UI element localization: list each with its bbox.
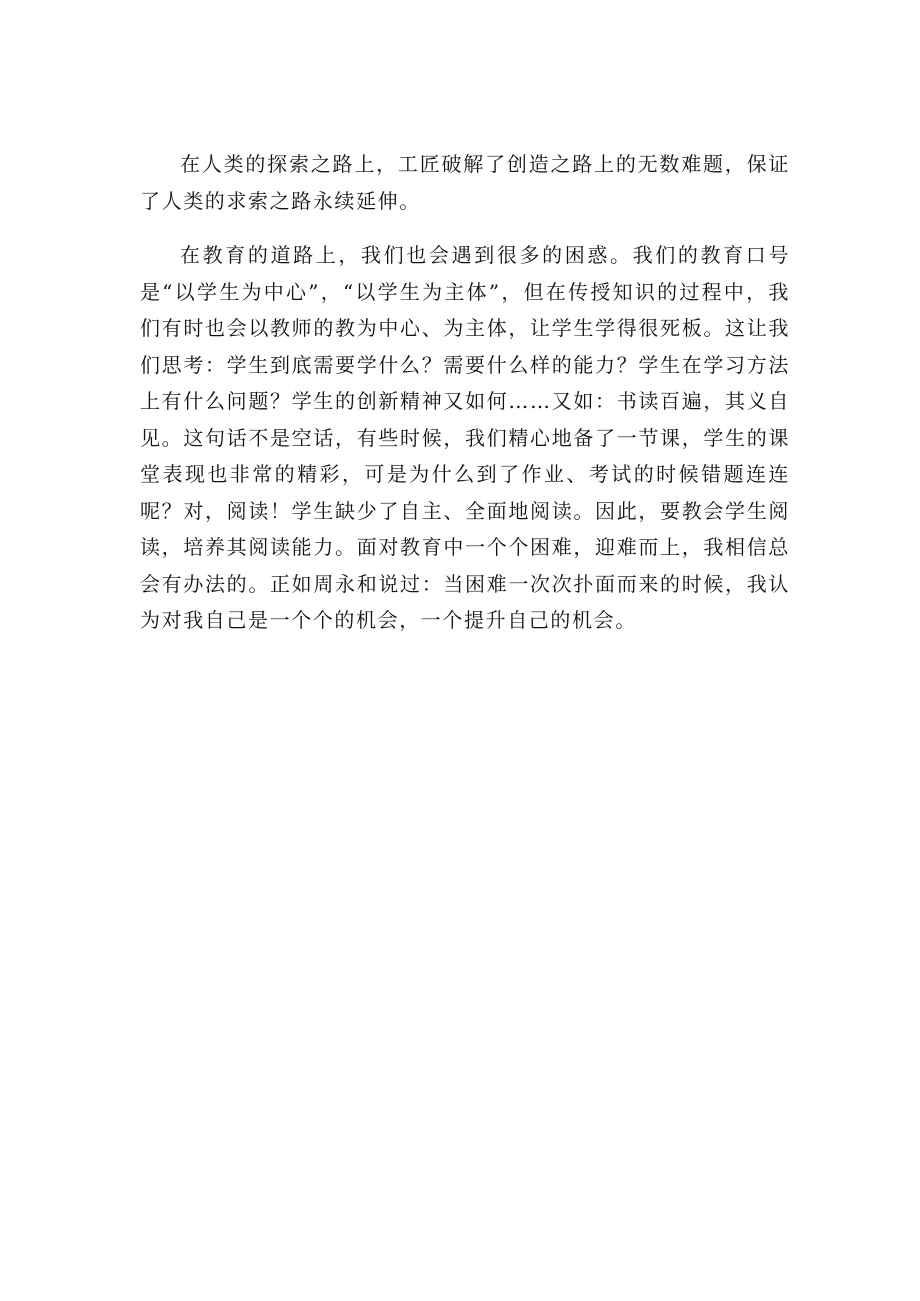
paragraph-2: 在教育的道路上，我们也会遇到很多的困惑。我们的教育口号是“以学生为中心”，“以学生为主体”，但在传授知识的过程中，我们有时也会以教师的教为中心、为主体，让学生学得很死板。这让我们思考：学生到底需要学什么？需要什么样的能力？学生在学习方法上有什么问题？学生的创新精神又如何……又如：书读百遍，其义自见。这句话不是空话，有些时候，我们精心地备了一节课，学生的课堂表现也非常的精彩，可是为什么到了作业、考试的时候错题连连呢？对，阅读！学生缺少了自主、全面地阅读。因此，要教会学生阅读，培养其阅读能力。面对教育中一个个困难，迎难而上，我相信总会有办法的。正如周永和说过：当困难一次次扑面而来的时候，我认为对我自己是一个个的机会，一个提升自己的机会。 bbox=[140, 243, 790, 632]
document-body bbox=[140, 146, 790, 639]
paragraph-1: 在人类的探索之路上，工匠破解了创造之路上的无数难题，保证了人类的求索之路永续延伸。 bbox=[140, 152, 790, 213]
